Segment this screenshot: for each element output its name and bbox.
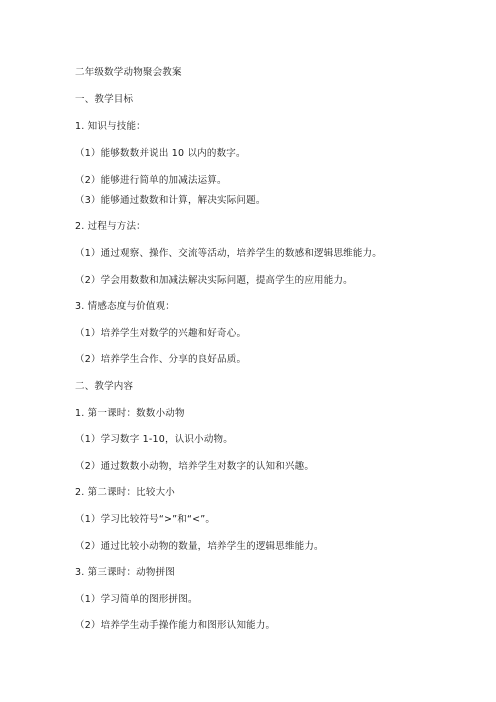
list-item: （3）能够通过数数和计算，解决实际问题。	[75, 195, 266, 206]
section-heading: 二、教学内容	[75, 381, 134, 392]
list-item: （2）通过数数小动物，培养学生对数字的认知和兴趣。	[75, 461, 315, 472]
subsection-heading: 1. 知识与技能：	[75, 121, 146, 132]
list-item: （1）能够数数并说出 10 以内的数字。	[75, 148, 246, 159]
list-item: （2）培养学生合作、分享的良好品质。	[75, 354, 247, 365]
list-item: （1）通过观察、操作、交流等活动，培养学生的数感和逻辑思维能力。	[75, 248, 382, 259]
document-title: 二年级数学动物聚会教案	[75, 67, 182, 78]
subsection-heading: 3. 情感态度与价值观：	[75, 301, 175, 312]
list-item: （2）培养学生动手操作能力和图形认知能力。	[75, 620, 276, 631]
list-item: （2）通过比较小动物的数量，培养学生的逻辑思维能力。	[75, 541, 324, 552]
subsection-heading: 3. 第三课时：动物拼图	[75, 567, 175, 578]
section-heading: 一、教学目标	[75, 94, 134, 105]
list-item: （1）培养学生对数学的兴趣和好奇心。	[75, 328, 247, 339]
subsection-heading: 2. 第二课时：比较大小	[75, 487, 175, 498]
list-item: （1）学习比较符号“>”和“<”。	[75, 514, 216, 525]
list-item: （2）学会用数数和加减法解决实际问题，提高学生的应用能力。	[75, 275, 353, 286]
subsection-heading: 1. 第一课时：数数小动物	[75, 408, 185, 419]
subsection-heading: 2. 过程与方法：	[75, 221, 146, 232]
list-item: （1）学习数字 1-10，认识小动物。	[75, 434, 233, 445]
list-item: （1）学习简单的图形拼图。	[75, 594, 198, 605]
list-item: （2）能够进行简单的加减法运算。	[75, 175, 227, 186]
